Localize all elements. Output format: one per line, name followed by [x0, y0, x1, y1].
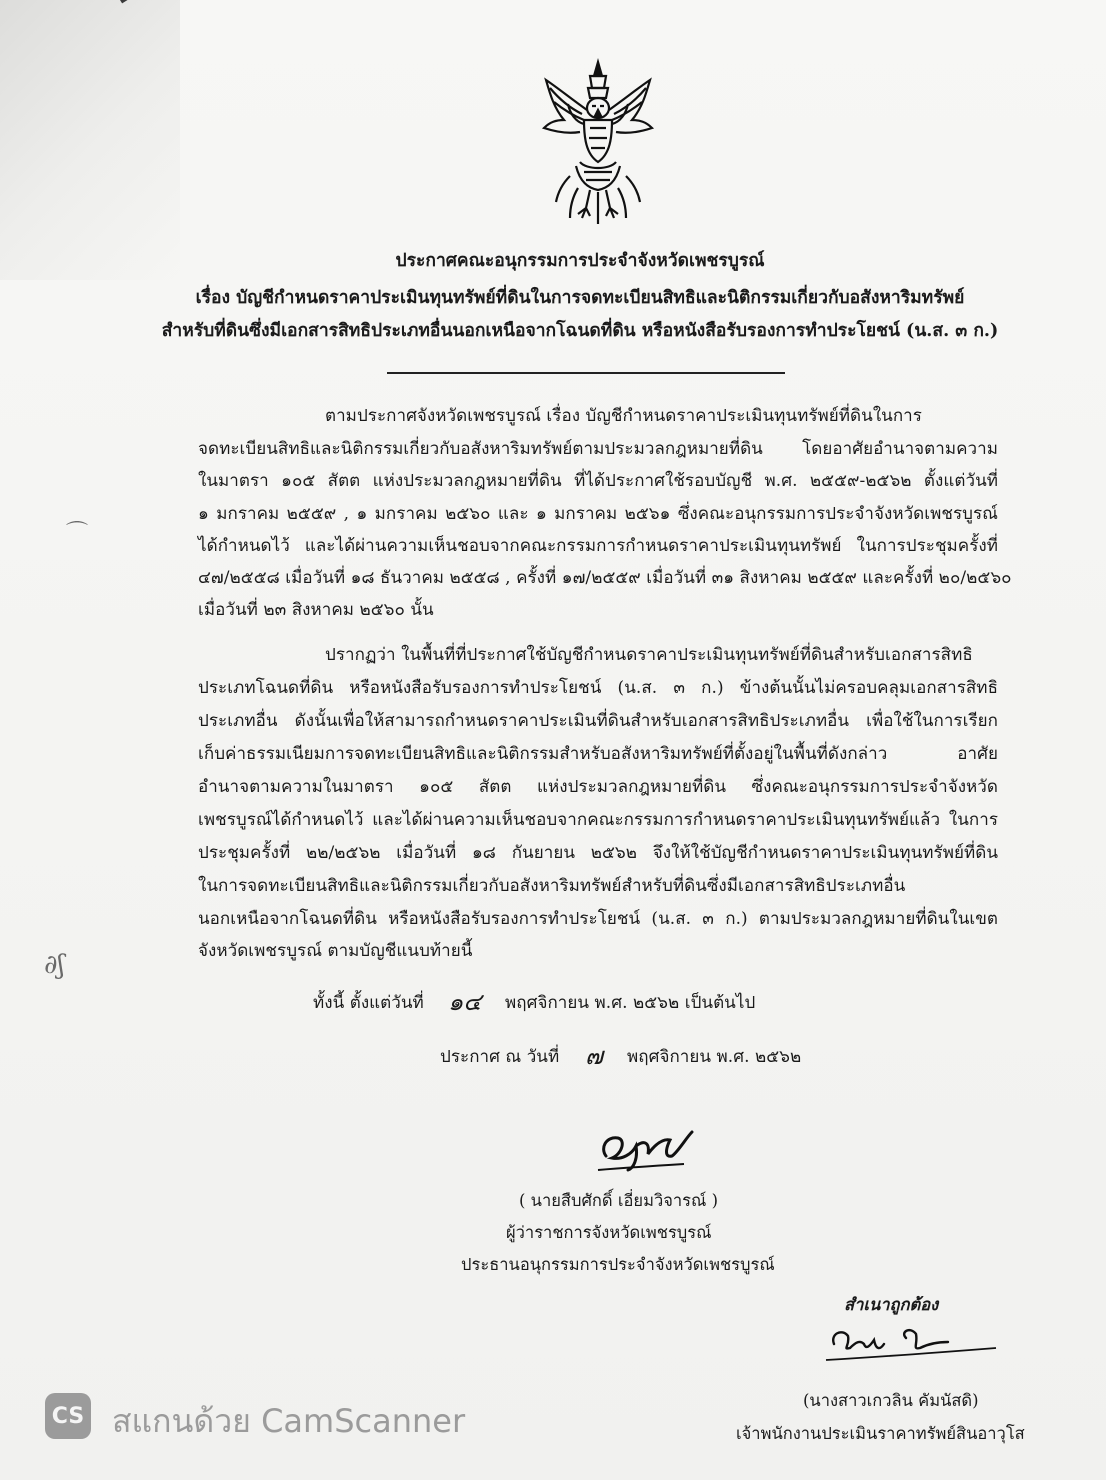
paragraph-1-line: ได้กำหนดไว้ และได้ผ่านความเห็นชอบจากคณะกรรมการกำหนดราคาประเมินทุนทรัพย์ ในการประชุมครั้งที่	[198, 536, 998, 556]
paragraph-1-line: เมื่อวันที่ ๒๓ สิงหาคม ๒๕๖๐ นั้น	[198, 600, 434, 620]
effective-date-prefix: ทั้งนี้ ตั้งแต่วันที่	[313, 993, 424, 1013]
governor-signature	[592, 1118, 698, 1180]
paragraph-2-line: จังหวัดเพชรบูรณ์ ตามบัญชีแนบท้ายนี้	[198, 941, 473, 961]
garuda-emblem-icon	[540, 58, 656, 228]
paragraph-1-line: ในมาตรา ๑๐๕ สัตต แห่งประมวลกฎหมายที่ดิน ที่ได้ประกาศใช้รอบบัญชี พ.ศ. ๒๕๕๙-๒๕๖๒ ตั้งแต่วันที่	[198, 471, 998, 491]
announced-date-day: ๗	[585, 1042, 604, 1070]
paragraph-2-line: เก็บค่าธรรมเนียมการจดทะเบียนสิทธิและนิติกรรมสำหรับอสังหาริมทรัพย์ที่ตั้งอยู่ในพื้นที่ดังกล่าว อาศัย	[198, 744, 998, 764]
signatory-title: ผู้ว่าราชการจังหวัดเพชรบูรณ์	[506, 1223, 712, 1242]
announcement-title: ประกาศคณะอนุกรรมการประจำจังหวัดเพชรบูรณ์	[395, 251, 765, 271]
camscanner-watermark: สแกนด้วย CamScanner	[112, 1402, 466, 1440]
paragraph-2-line: อำนาจตามความในมาตรา ๑๐๕ สัตต แห่งประมวลกฎหมายที่ดิน ซึ่งคณะอนุกรรมการประจำจังหวัด	[198, 777, 998, 797]
paragraph-2-line: ประชุมครั้งที่ ๒๒/๒๕๖๒ เมื่อวันที่ ๑๘ กันยายน ๒๕๖๒ จึงให้ใช้บัญชีกำหนดราคาประเมินทุนทรัพย์ที่ดิน	[198, 843, 998, 863]
signatory-chair-title: ประธานอนุกรรมการประจำจังหวัดเพชรบูรณ์	[461, 1255, 775, 1274]
paragraph-2-line: ในการจดทะเบียนสิทธิและนิติกรรมเกี่ยวกับอสังหาริมทรัพย์สำหรับที่ดินซึ่งมีเอกสารสิทธิประเภทอื่น	[198, 876, 906, 896]
header-divider	[387, 372, 785, 374]
certifier-name: (นางสาวเกวลิน คัมนัสดิ)	[803, 1391, 979, 1410]
scan-mark-icon: ⌒	[66, 521, 89, 546]
paragraph-2-line: เพชรบูรณ์ได้กำหนดไว้ และได้ผ่านความเห็นชอบจากคณะกรรมการกำหนดราคาประเมินทุนทรัพย์แล้ว ในการ	[198, 810, 998, 830]
scan-mark-icon: ∂ʃ	[44, 950, 65, 980]
paragraph-1-line: จดทะเบียนสิทธิและนิติกรรมเกี่ยวกับอสังหาริมทรัพย์ตามประมวลกฎหมายที่ดิน โดยอาศัยอำนาจตามความ	[198, 439, 998, 459]
certified-copy-stamp: สำเนาถูกต้อง	[844, 1295, 939, 1314]
paragraph-2-line: ปรากฏว่า ในพื้นที่ที่ประกาศใช้บัญชีกำหนดราคาประเมินทุนทรัพย์ที่ดินสำหรับเอกสารสิทธิ	[325, 645, 973, 665]
paragraph-2-line: ประเภทอื่น ดังนั้นเพื่อให้สามารถกำหนดราคาประเมินที่ดินสำหรับเอกสารสิทธิประเภทอื่น เพื่อใช้ในการเรียก	[198, 711, 998, 731]
effective-date-suffix: พฤศจิกายน พ.ศ. ๒๕๖๒ เป็นต้นไป	[505, 993, 756, 1013]
certifier-position: เจ้าพนักงานประเมินราคาทรัพย์สินอาวุโส	[736, 1424, 1025, 1443]
page-fold-shadow	[0, 0, 180, 280]
signatory-name: ( นายสืบศักดิ์ เอี่ยมวิจารณ์ )	[519, 1191, 719, 1210]
paragraph-2-line: นอกเหนือจากโฉนดที่ดิน หรือหนังสือรับรองการทำประโยชน์ (น.ส. ๓ ก.) ตามประมวลกฎหมายที่ดินในเขต	[198, 909, 998, 929]
paragraph-2-line: ประเภทโฉนดที่ดิน หรือหนังสือรับรองการทำประโยชน์ (น.ส. ๓ ก.) ข้างต้นนั้นไม่ครอบคลุมเอกสารสิทธิ	[198, 678, 998, 698]
effective-date-day: ๑๔	[448, 988, 482, 1016]
announcement-subject: เรื่อง บัญชีกำหนดราคาประเมินทุนทรัพย์ที่ดินในการจดทะเบียนสิทธิและนิติกรรมเกี่ยวกับอสังหาริมทรัพย์	[195, 288, 965, 308]
paragraph-1-line: ๑ มกราคม ๒๕๕๙ , ๑ มกราคม ๒๕๖๐ และ ๑ มกราคม ๒๕๖๑ ซึ่งคณะอนุกรรมการประจำจังหวัดเพชรบูรณ์	[198, 504, 998, 524]
announced-date-prefix: ประกาศ ณ วันที่	[440, 1047, 560, 1067]
announced-date-suffix: พฤศจิกายน พ.ศ. ๒๕๖๒	[627, 1047, 802, 1067]
paragraph-1-line: ๔๗/๒๕๕๘ เมื่อวันที่ ๑๘ ธันวาคม ๒๕๕๘ , ครั้งที่ ๑๗/๒๕๕๙ เมื่อวันที่ ๓๑ สิงหาคม ๒๕๕๙ และครั้งที่ ๒๐/๒๕๖๐	[198, 568, 1012, 588]
certifier-signature	[820, 1320, 1000, 1368]
announcement-subject-cont: สำหรับที่ดินซึ่งมีเอกสารสิทธิประเภทอื่นนอกเหนือจากโฉนดที่ดิน หรือหนังสือรับรองการทำประโยชน์ (น.ส. ๓ ก.)	[161, 321, 999, 341]
paragraph-1-line: ตามประกาศจังหวัดเพชรบูรณ์ เรื่อง บัญชีกำหนดราคาประเมินทุนทรัพย์ที่ดินในการ	[325, 406, 922, 426]
camscanner-logo-icon: CS	[45, 1393, 91, 1439]
